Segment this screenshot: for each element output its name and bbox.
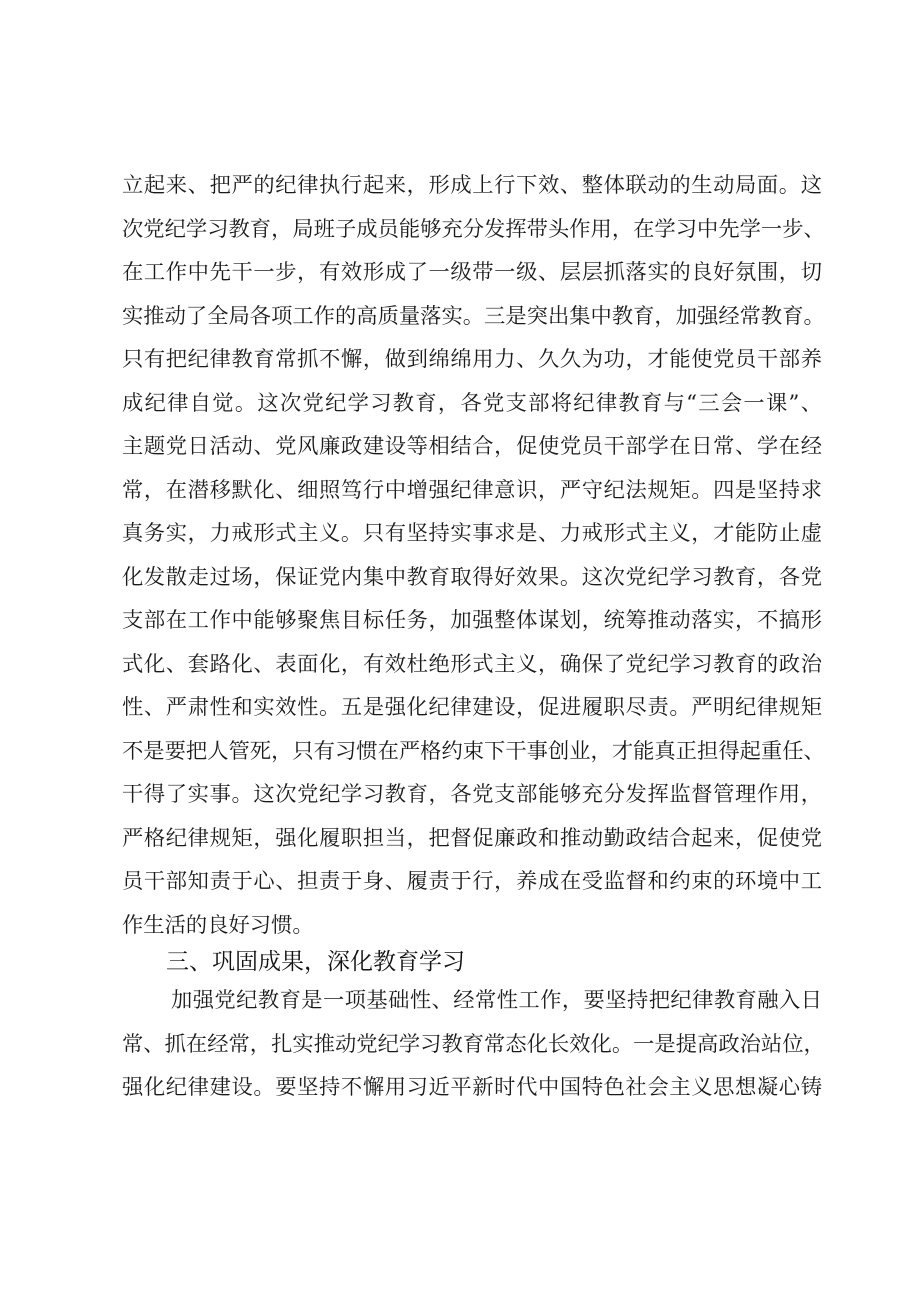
paragraph-line: 次党纪学习教育，局班子成员能够充分发挥带头作用，在学习中先学一步、 — [122, 216, 825, 242]
paragraph-line: 加强党纪教育是一项基础性、经常性工作，要坚持把纪律教育融入日 — [171, 988, 822, 1013]
section-heading: 三、巩固成果，深化教育学习 — [166, 949, 465, 975]
paragraph-line: 化发散走过场，保证党内集中教育取得好效果。这次党纪学习教育，各党 — [122, 564, 822, 590]
paragraph-line: 不是要把人管死，只有习惯在严格约束下干事创业，才能真正担得起重任、 — [122, 738, 825, 764]
paragraph-line: 强化纪律建设。要坚持不懈用习近平新时代中国特色社会主义思想凝心铸 — [122, 1075, 822, 1100]
paragraph-line: 常、抓在经常，扎实推动党纪学习教育常态化长效化。一是提高政治站位， — [122, 1031, 825, 1057]
paragraph-line: 主题党日活动、党风廉政建设等相结合，促使党员干部学在日常、学在经 — [122, 434, 822, 459]
paragraph-line: 严格纪律规矩，强化履职担当，把督促廉政和推动勤政结合起来，促使党 — [122, 825, 822, 851]
paragraph-line: 实推动了全局各项工作的高质量落实。三是突出集中教育，加强经常教育。 — [122, 303, 825, 329]
paragraph-line: 真务实，力戒形式主义。只有坚持实事求是、力戒形式主义，才能防止虚 — [122, 521, 822, 546]
paragraph-line: 在工作中先干一步，有效形成了一级带一级、层层抓落实的良好氛围，切 — [122, 260, 822, 285]
paragraph-line: 支部在工作中能够聚焦目标任务，加强整体谋划，统筹推动落实，不搞形 — [122, 608, 822, 633]
paragraph-line: 作生活的良好习惯。 — [122, 912, 314, 938]
paragraph-line: 干得了实事。这次党纪学习教育，各党支部能够充分发挥监督管理作用， — [122, 782, 822, 807]
body-paragraph-1 — [122, 168, 825, 951]
body-paragraph-2 — [122, 983, 825, 1114]
paragraph-line: 性、严肃性和实效性。五是强化纪律建设，促进履职尽责。严明纪律规矩 — [122, 695, 822, 720]
paragraph-line: 员干部知责于心、担责于身、履责于行，养成在受监督和约束的环境中工 — [122, 869, 822, 894]
paragraph-line: 式化、套路化、表面化，有效杜绝形式主义，确保了党纪学习教育的政治 — [122, 651, 822, 677]
paragraph-line: 立起来、把严的纪律执行起来，形成上行下效、整体联动的生动局面。这 — [122, 173, 822, 198]
paragraph-line: 只有把纪律教育常抓不懈，做到绵绵用力、久久为功，才能使党员干部养 — [122, 347, 822, 372]
paragraph-line: 成纪律自觉。这次党纪学习教育，各党支部将纪律教育与“三会一课”、 — [122, 390, 822, 416]
paragraph-line: 常，在潜移默化、细照笃行中增强纪律意识，严守纪法规矩。四是坚持求 — [122, 477, 822, 503]
